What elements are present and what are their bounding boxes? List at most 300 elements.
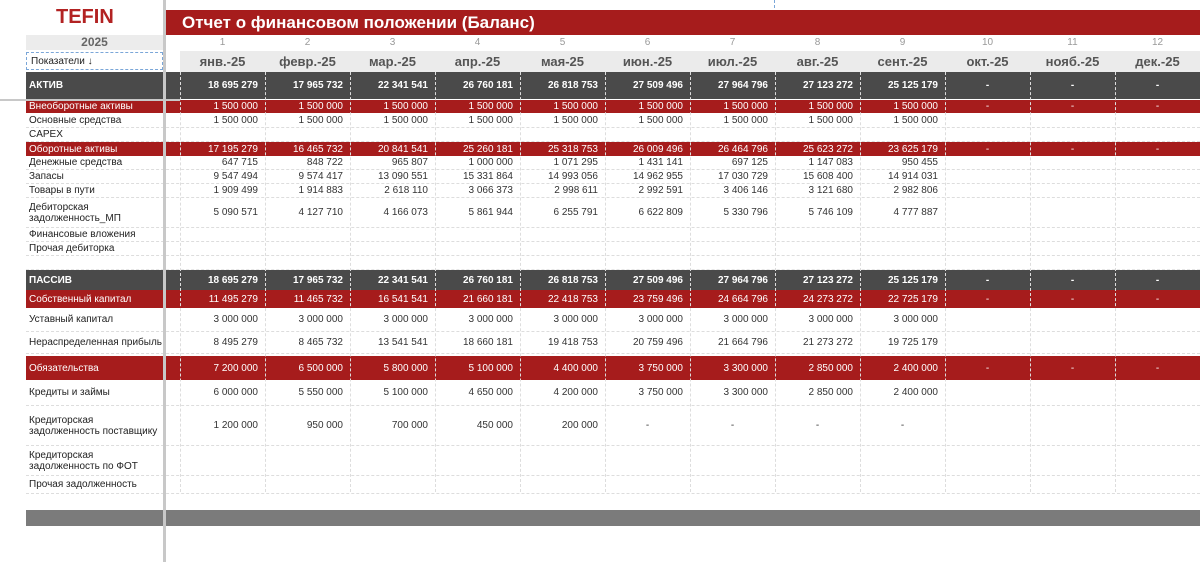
table-cell[interactable] <box>605 128 690 141</box>
table-cell[interactable]: 2 618 110 <box>384 185 428 196</box>
table-row <box>26 356 1200 380</box>
table-cell[interactable]: 2 982 806 <box>893 185 938 196</box>
table-cell[interactable]: 21 660 181 <box>462 293 513 305</box>
table-cell[interactable]: 1 147 083 <box>808 157 853 168</box>
table-cell[interactable]: 1 200 000 <box>213 420 258 431</box>
table-cell[interactable]: 17 965 732 <box>292 80 343 91</box>
table-cell[interactable]: 27 123 272 <box>802 274 853 286</box>
table-cell[interactable]: - <box>1155 101 1160 112</box>
table-cell[interactable]: 1 500 000 <box>808 101 853 112</box>
table-cell[interactable]: 26 464 796 <box>717 143 768 155</box>
row-label[interactable]: Кредиты и займы <box>29 387 110 398</box>
table-cell[interactable]: 2 400 000 <box>893 362 938 374</box>
table-cell[interactable]: 3 000 000 <box>383 314 428 325</box>
table-row <box>26 242 1200 256</box>
table-cell[interactable]: 1 500 000 <box>723 101 768 112</box>
row-label[interactable]: Товары в пути <box>29 185 95 196</box>
table-cell[interactable] <box>945 228 1030 241</box>
table-cell[interactable]: 5 550 000 <box>298 387 343 398</box>
table-cell[interactable]: 4 777 887 <box>893 207 938 218</box>
table-cell[interactable]: 3 000 000 <box>808 314 853 325</box>
table-cell[interactable]: - <box>1070 101 1075 112</box>
table-cell[interactable]: 14 914 031 <box>887 171 938 182</box>
table-cell[interactable]: - <box>1155 80 1160 91</box>
table-cell[interactable] <box>520 476 605 493</box>
month-header[interactable]: февр.-25 <box>279 54 336 69</box>
table-cell[interactable] <box>690 256 775 269</box>
table-cell[interactable]: 25 623 272 <box>802 143 853 155</box>
table-cell[interactable]: 2 992 591 <box>638 185 683 196</box>
row-label[interactable]: Запасы <box>29 171 64 182</box>
table-cell[interactable]: 3 000 000 <box>213 314 258 325</box>
table-cell[interactable]: 15 608 400 <box>802 171 853 182</box>
table-cell[interactable] <box>860 242 945 255</box>
table-cell[interactable]: 4 650 000 <box>468 387 513 398</box>
table-cell[interactable]: 1 500 000 <box>383 115 428 126</box>
table-cell[interactable]: 27 509 496 <box>632 274 683 286</box>
table-cell[interactable] <box>350 228 435 241</box>
table-cell[interactable]: 3 300 000 <box>723 387 768 398</box>
table-cell[interactable]: 700 000 <box>391 420 428 431</box>
table-cell[interactable]: 1 500 000 <box>553 101 598 112</box>
table-cell[interactable] <box>1030 446 1115 475</box>
table-cell[interactable] <box>1030 128 1115 141</box>
table-cell[interactable] <box>435 128 520 141</box>
table-cell[interactable]: 18 695 279 <box>207 80 258 91</box>
table-cell[interactable]: 1 431 141 <box>638 157 683 168</box>
table-cell[interactable]: - <box>1155 143 1160 155</box>
table-cell[interactable]: 950 000 <box>306 420 343 431</box>
table-cell[interactable]: 27 964 796 <box>717 274 768 286</box>
table-cell[interactable] <box>605 228 690 241</box>
table-cell[interactable]: 5 090 571 <box>213 207 258 218</box>
table-cell[interactable]: 14 993 056 <box>547 171 598 182</box>
table-cell[interactable]: 26 009 496 <box>632 143 683 155</box>
table-cell[interactable]: 1 500 000 <box>893 115 938 126</box>
table-cell[interactable]: 26 818 753 <box>547 80 598 91</box>
table-cell[interactable] <box>1115 446 1200 475</box>
table-cell[interactable]: 965 807 <box>391 157 428 168</box>
table-cell[interactable] <box>945 242 1030 255</box>
table-cell[interactable] <box>520 128 605 141</box>
table-cell[interactable]: 2 850 000 <box>808 362 853 374</box>
table-cell[interactable] <box>1030 198 1115 227</box>
table-cell[interactable] <box>1115 198 1200 227</box>
table-cell[interactable]: - <box>1070 143 1075 155</box>
table-cell[interactable] <box>860 128 945 141</box>
table-cell[interactable] <box>520 256 605 269</box>
table-cell[interactable] <box>520 228 605 241</box>
table-cell[interactable]: 1 500 000 <box>638 101 683 112</box>
table-cell[interactable] <box>605 446 690 475</box>
table-cell[interactable]: 21 664 796 <box>717 337 768 348</box>
table-cell[interactable] <box>350 476 435 493</box>
table-cell[interactable] <box>1115 228 1200 241</box>
table-cell[interactable]: 1 500 000 <box>808 115 853 126</box>
table-cell[interactable]: 27 964 796 <box>717 80 768 91</box>
table-cell[interactable] <box>860 228 945 241</box>
table-cell[interactable]: 697 125 <box>731 157 768 168</box>
table-cell[interactable] <box>350 256 435 269</box>
table-cell[interactable]: 3 000 000 <box>298 314 343 325</box>
table-cell[interactable]: 3 000 000 <box>468 314 513 325</box>
table-cell[interactable] <box>945 446 1030 475</box>
table-cell[interactable]: 4 166 073 <box>383 207 428 218</box>
table-cell[interactable]: 26 818 753 <box>547 274 598 286</box>
table-cell[interactable]: 1 500 000 <box>638 115 683 126</box>
row-label[interactable]: Прочая задолженность <box>29 479 137 490</box>
table-cell[interactable]: 16 541 541 <box>377 293 428 305</box>
table-cell[interactable]: 22 418 753 <box>547 293 598 305</box>
table-cell[interactable]: 18 695 279 <box>207 274 258 286</box>
table-cell[interactable] <box>775 476 860 493</box>
table-cell[interactable]: 3 121 680 <box>808 185 853 196</box>
table-cell[interactable] <box>265 128 350 141</box>
table-cell[interactable] <box>945 256 1030 269</box>
table-cell[interactable]: - <box>1155 274 1160 286</box>
table-cell[interactable] <box>265 446 350 475</box>
table-cell[interactable]: 8 465 732 <box>298 337 343 348</box>
table-cell[interactable]: - <box>1070 274 1075 286</box>
table-cell[interactable]: 8 495 279 <box>213 337 258 348</box>
table-cell[interactable] <box>1115 170 1200 183</box>
table-cell[interactable] <box>435 228 520 241</box>
table-cell[interactable]: - <box>1070 80 1075 91</box>
table-cell[interactable]: - <box>985 80 990 91</box>
table-cell[interactable] <box>1030 332 1115 353</box>
table-cell[interactable] <box>180 128 265 141</box>
table-cell[interactable]: 2 850 000 <box>808 387 853 398</box>
row-label[interactable]: ПАССИВ <box>29 274 73 286</box>
table-cell[interactable] <box>690 128 775 141</box>
table-cell[interactable] <box>605 476 690 493</box>
table-cell[interactable] <box>1030 476 1115 493</box>
table-cell[interactable] <box>1115 332 1200 353</box>
table-cell[interactable]: 25 125 179 <box>887 274 938 286</box>
table-cell[interactable]: 13 541 541 <box>377 337 428 348</box>
column-number: 4 <box>474 37 481 48</box>
table-cell[interactable]: 15 331 864 <box>462 171 513 182</box>
table-row <box>26 332 1200 354</box>
table-cell[interactable]: 1 071 295 <box>553 157 598 168</box>
table-cell[interactable] <box>1030 228 1115 241</box>
row-label[interactable]: Денежные средства <box>29 157 123 168</box>
month-header[interactable]: июл.-25 <box>707 54 758 69</box>
table-cell[interactable] <box>690 446 775 475</box>
table-cell[interactable] <box>945 308 1030 331</box>
table-cell[interactable]: 3 406 146 <box>723 185 768 196</box>
table-cell[interactable]: 5 746 109 <box>808 207 853 218</box>
table-cell[interactable]: 20 841 541 <box>377 143 428 155</box>
table-cell[interactable] <box>435 242 520 255</box>
table-cell[interactable]: - <box>985 293 990 305</box>
table-cell[interactable] <box>690 476 775 493</box>
table-cell[interactable] <box>265 228 350 241</box>
table-cell[interactable] <box>1030 380 1115 405</box>
table-cell[interactable] <box>265 476 350 493</box>
table-cell[interactable] <box>1115 128 1200 141</box>
table-cell[interactable] <box>690 228 775 241</box>
table-cell[interactable]: 9 574 417 <box>298 171 343 182</box>
row-label[interactable]: Дебиторская задолженность_МП <box>29 201 121 224</box>
row-label[interactable]: Прочая дебиторка <box>29 243 115 254</box>
table-cell[interactable]: 11 465 732 <box>293 293 343 305</box>
table-cell[interactable] <box>945 128 1030 141</box>
table-cell[interactable] <box>350 242 435 255</box>
table-cell[interactable] <box>435 476 520 493</box>
table-cell[interactable]: 2 400 000 <box>893 387 938 398</box>
table-cell[interactable] <box>435 256 520 269</box>
table-cell[interactable] <box>860 476 945 493</box>
table-cell[interactable] <box>945 184 1030 197</box>
table-cell[interactable]: 1 500 000 <box>468 101 513 112</box>
table-cell[interactable]: - <box>1155 362 1160 374</box>
table-cell[interactable]: 1 500 000 <box>468 115 513 126</box>
table-cell[interactable]: 23 625 179 <box>887 143 938 155</box>
table-cell[interactable] <box>1115 308 1200 331</box>
table-cell[interactable]: 950 455 <box>901 157 938 168</box>
table-cell[interactable]: 1 500 000 <box>213 115 258 126</box>
table-cell[interactable]: - <box>645 420 650 431</box>
row-label[interactable] <box>26 256 163 269</box>
table-cell[interactable] <box>1030 170 1115 183</box>
table-cell[interactable] <box>1030 156 1115 169</box>
table-cell[interactable]: 20 759 496 <box>632 337 683 348</box>
table-cell[interactable]: 11 495 279 <box>208 293 258 305</box>
table-cell[interactable]: - <box>1155 293 1160 305</box>
column-number: 11 <box>1067 37 1078 48</box>
table-cell[interactable]: 1 500 000 <box>893 101 938 112</box>
row-label[interactable]: Основные средства <box>29 115 122 126</box>
table-cell[interactable] <box>1115 114 1200 127</box>
table-cell[interactable]: 24 273 272 <box>802 293 853 305</box>
table-cell[interactable] <box>945 170 1030 183</box>
table-cell[interactable]: 200 000 <box>561 420 598 431</box>
table-cell[interactable]: 5 100 000 <box>383 387 428 398</box>
table-cell[interactable]: 6 500 000 <box>298 362 343 374</box>
table-cell[interactable] <box>435 446 520 475</box>
table-cell[interactable]: 4 200 000 <box>553 387 598 398</box>
table-cell[interactable]: 1 500 000 <box>553 115 598 126</box>
month-header[interactable]: окт.-25 <box>966 54 1009 69</box>
table-cell[interactable]: - <box>985 101 990 112</box>
table-cell[interactable]: 7 200 000 <box>213 362 258 374</box>
table-cell[interactable] <box>945 406 1030 445</box>
table-cell[interactable] <box>1115 156 1200 169</box>
table-cell[interactable]: 4 400 000 <box>553 362 598 374</box>
table-cell[interactable]: 6 622 809 <box>638 207 683 218</box>
table-cell[interactable]: - <box>1070 293 1075 305</box>
table-cell[interactable]: 3 750 000 <box>638 362 683 374</box>
table-cell[interactable]: 17 030 729 <box>717 171 768 182</box>
table-cell[interactable]: 25 260 181 <box>462 143 513 155</box>
table-cell[interactable]: 5 330 796 <box>723 207 768 218</box>
table-cell[interactable] <box>1115 476 1200 493</box>
row-label[interactable]: Обязательства <box>29 362 99 374</box>
table-row <box>26 142 1200 156</box>
table-cell[interactable] <box>1115 256 1200 269</box>
table-cell[interactable] <box>1115 184 1200 197</box>
table-cell[interactable]: - <box>900 420 905 431</box>
table-cell[interactable] <box>1115 380 1200 405</box>
month-header[interactable]: нояб.-25 <box>1045 54 1100 69</box>
table-cell[interactable] <box>1030 256 1115 269</box>
table-cell[interactable]: 14 962 955 <box>632 171 683 182</box>
row-label[interactable]: Оборотные активы <box>29 143 118 155</box>
table-cell[interactable] <box>1030 308 1115 331</box>
table-cell[interactable]: 18 660 181 <box>462 337 513 348</box>
table-cell[interactable] <box>1030 114 1115 127</box>
row-label[interactable]: Нераспределенная прибыль <box>29 337 163 348</box>
month-header[interactable]: сент.-25 <box>877 54 928 69</box>
table-cell[interactable] <box>1115 406 1200 445</box>
table-cell[interactable]: 13 090 551 <box>377 171 428 182</box>
row-label[interactable]: Кредиторская задолженность поставщику <box>29 414 158 437</box>
table-cell[interactable]: 3 300 000 <box>723 362 768 374</box>
row-label[interactable]: CAPEX <box>29 129 63 140</box>
table-cell[interactable] <box>180 476 265 493</box>
row-label[interactable]: Финансовые вложения <box>29 229 136 240</box>
table-cell[interactable]: 450 000 <box>476 420 513 431</box>
table-cell[interactable] <box>775 446 860 475</box>
table-cell[interactable] <box>945 476 1030 493</box>
table-cell[interactable]: - <box>985 362 990 374</box>
table-cell[interactable]: 25 125 179 <box>887 80 938 91</box>
table-cell[interactable]: 1 500 000 <box>383 101 428 112</box>
table-cell[interactable] <box>860 446 945 475</box>
table-cell[interactable]: 22 341 541 <box>377 274 428 286</box>
table-cell[interactable] <box>350 128 435 141</box>
month-header[interactable]: дек.-25 <box>1135 54 1180 69</box>
table-cell[interactable]: 17 195 279 <box>207 143 258 155</box>
month-header[interactable]: мар.-25 <box>368 54 417 69</box>
table-cell[interactable] <box>1030 184 1115 197</box>
freeze-divider-horizontal[interactable] <box>0 99 180 101</box>
table-cell[interactable]: 647 715 <box>221 157 258 168</box>
month-header[interactable]: авг.-25 <box>796 54 839 69</box>
indicators-header[interactable]: Показатели ↓ <box>26 52 163 70</box>
table-cell[interactable] <box>775 228 860 241</box>
month-header[interactable]: мая-25 <box>540 54 585 69</box>
row-label[interactable]: Уставный капитал <box>29 314 114 325</box>
table-cell[interactable] <box>180 242 265 255</box>
table-cell[interactable]: - <box>730 420 735 431</box>
month-header[interactable]: июн.-25 <box>622 54 673 69</box>
table-cell[interactable]: 2 998 611 <box>554 185 598 196</box>
table-cell[interactable] <box>1030 242 1115 255</box>
month-header[interactable]: янв.-25 <box>199 54 246 69</box>
table-cell[interactable] <box>775 256 860 269</box>
table-cell[interactable]: 26 760 181 <box>462 80 513 91</box>
table-cell[interactable]: 3 000 000 <box>638 314 683 325</box>
table-cell[interactable]: 1 909 499 <box>213 185 258 196</box>
table-cell[interactable]: 5 100 000 <box>468 362 513 374</box>
table-cell[interactable] <box>605 256 690 269</box>
table-cell[interactable] <box>945 114 1030 127</box>
table-cell[interactable] <box>520 446 605 475</box>
table-row <box>26 170 1200 184</box>
table-cell[interactable] <box>945 198 1030 227</box>
table-cell[interactable]: 3 000 000 <box>893 314 938 325</box>
table-cell[interactable]: 19 725 179 <box>887 337 938 348</box>
month-header[interactable]: апр.-25 <box>454 54 501 69</box>
grid-line <box>180 72 181 492</box>
table-cell[interactable]: 1 000 000 <box>468 157 513 168</box>
table-cell[interactable]: - <box>815 420 820 431</box>
table-cell[interactable] <box>945 156 1030 169</box>
table-cell[interactable]: 1 914 883 <box>298 185 343 196</box>
table-cell[interactable] <box>520 242 605 255</box>
row-label[interactable]: Кредиторская задолженность по ФОТ <box>29 449 138 472</box>
table-cell[interactable]: 848 722 <box>306 157 343 168</box>
table-cell[interactable] <box>1030 406 1115 445</box>
table-cell[interactable] <box>350 446 435 475</box>
table-cell[interactable]: 23 759 496 <box>632 293 683 305</box>
table-cell[interactable]: - <box>1070 362 1075 374</box>
row-label[interactable]: АКТИВ <box>29 80 64 91</box>
table-cell[interactable]: 1 500 000 <box>298 101 343 112</box>
table-cell[interactable]: 5 861 944 <box>468 207 513 218</box>
table-cell[interactable]: 6 255 791 <box>553 207 598 218</box>
row-label[interactable]: Внеоборотные активы <box>29 101 133 112</box>
table-cell[interactable] <box>180 256 265 269</box>
freeze-divider-vertical[interactable] <box>163 0 166 562</box>
table-cell[interactable] <box>265 242 350 255</box>
table-cell[interactable]: 25 318 753 <box>547 143 598 155</box>
table-row <box>26 256 1200 270</box>
table-cell[interactable] <box>860 256 945 269</box>
table-cell[interactable] <box>605 242 690 255</box>
table-cell[interactable]: 9 547 494 <box>213 171 258 182</box>
table-cell[interactable]: 26 760 181 <box>462 274 513 286</box>
table-cell[interactable]: 3 000 000 <box>723 314 768 325</box>
table-row <box>26 156 1200 170</box>
table-cell[interactable]: 17 965 732 <box>292 274 343 286</box>
table-cell[interactable]: 16 465 732 <box>292 143 343 155</box>
table-cell[interactable] <box>775 242 860 255</box>
table-cell[interactable]: 6 000 000 <box>213 387 258 398</box>
table-cell[interactable]: 1 500 000 <box>298 115 343 126</box>
table-row <box>26 308 1200 332</box>
table-cell[interactable]: 19 418 753 <box>547 337 598 348</box>
table-cell[interactable] <box>690 242 775 255</box>
table-cell[interactable] <box>180 446 265 475</box>
table-cell[interactable]: - <box>985 143 990 155</box>
row-label[interactable]: Собственный капитал <box>29 293 132 305</box>
table-cell[interactable] <box>180 228 265 241</box>
table-cell[interactable]: 27 509 496 <box>632 80 683 91</box>
table-cell[interactable]: 22 341 541 <box>377 80 428 91</box>
table-cell[interactable] <box>775 128 860 141</box>
table-cell[interactable] <box>265 256 350 269</box>
table-cell[interactable]: 22 725 179 <box>887 293 938 305</box>
table-cell[interactable] <box>945 380 1030 405</box>
table-cell[interactable] <box>1115 242 1200 255</box>
table-cell[interactable]: 1 500 000 <box>723 115 768 126</box>
table-cell[interactable]: 24 664 796 <box>717 293 768 305</box>
table-cell[interactable]: 4 127 710 <box>298 207 343 218</box>
table-cell[interactable]: 21 273 272 <box>802 337 853 348</box>
table-cell[interactable]: 5 800 000 <box>383 362 428 374</box>
table-cell[interactable]: 1 500 000 <box>213 101 258 112</box>
report-title: Отчет о финансовом положении (Баланс) <box>166 10 1200 35</box>
table-cell[interactable]: 3 000 000 <box>553 314 598 325</box>
table-cell[interactable]: 27 123 272 <box>802 80 853 91</box>
table-cell[interactable] <box>945 332 1030 353</box>
table-cell[interactable]: 3 750 000 <box>638 387 683 398</box>
table-cell[interactable]: 3 066 373 <box>468 185 513 196</box>
table-cell[interactable]: - <box>985 274 990 286</box>
